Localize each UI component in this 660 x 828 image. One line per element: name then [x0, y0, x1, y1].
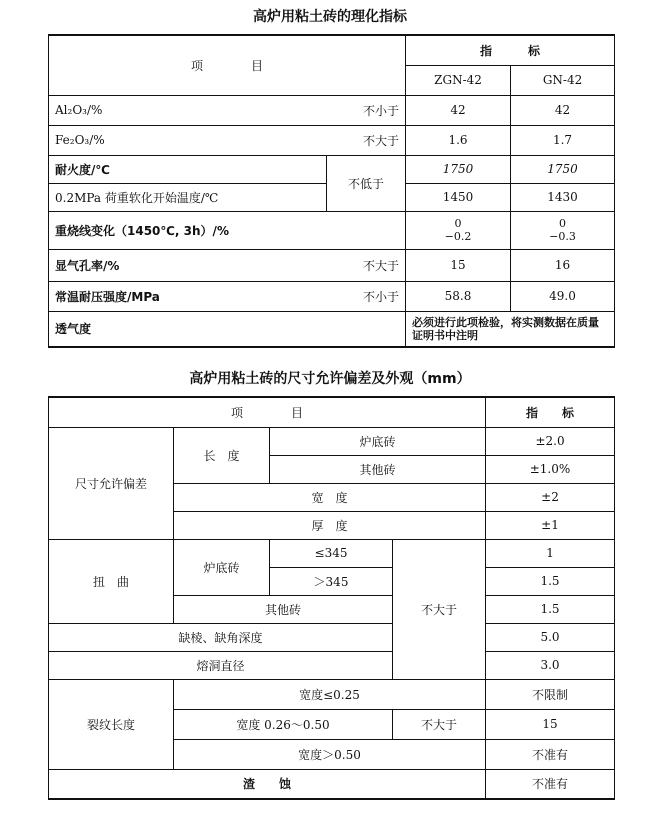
physicochemical-table [48, 34, 615, 348]
header-index: 指 标 [486, 397, 615, 427]
row-value [406, 211, 511, 249]
value-lower: −0.2 [444, 230, 472, 243]
row-condition: 不低于 [327, 155, 406, 211]
crack2-condition: 不大于 [393, 709, 486, 739]
crack1-label: 宽度≤0.25 [174, 679, 486, 709]
row-value: 42 [511, 95, 615, 125]
row-value: 15 [406, 249, 511, 281]
row-label: Fe₂O₃/% [49, 125, 327, 155]
slag-label: 渣 蚀 [49, 769, 486, 799]
row-value: ±2.0 [486, 427, 615, 455]
table1-title: 高炉用粘土砖的理化指标 [253, 9, 407, 25]
row-condition: 不小于 [327, 281, 406, 311]
table-row [49, 769, 615, 799]
table-row [49, 311, 615, 347]
table-row [49, 249, 615, 281]
row-value [511, 211, 615, 249]
row-value: 15 [486, 709, 615, 739]
row-value: 5.0 [486, 623, 615, 651]
row-label: 重烧线变化（1450℃, 3h）/% [49, 211, 406, 249]
row-label: 透气度 [49, 311, 406, 347]
row-value: ±2 [486, 483, 615, 511]
crack-group-label: 裂纹长度 [49, 679, 174, 769]
row-value: 16 [511, 249, 615, 281]
table-row [49, 651, 615, 679]
table-row [49, 623, 615, 651]
header-zgn42: ZGN-42 [406, 65, 511, 95]
row-value: ±1.0% [486, 455, 615, 483]
row-value: 1750 [406, 155, 511, 183]
thickness-label: 厚 度 [174, 511, 486, 539]
row-value: 1.5 [486, 595, 615, 623]
table-row [49, 679, 615, 709]
value-lower: −0.3 [549, 230, 576, 243]
row-value: 不准有 [486, 739, 615, 769]
dim-group-label: 尺寸允许偏差 [49, 427, 174, 539]
header-item: 项 目 [49, 397, 486, 427]
le345-label: ≤345 [270, 539, 393, 567]
row-value: 1.6 [406, 125, 511, 155]
row-note: 必须进行此项检验，将实测数据在质量证明书中注明 [406, 311, 615, 347]
row-label: Al₂O₃/% [49, 95, 327, 125]
row-value: 58.8 [406, 281, 511, 311]
edge-loss-label: 缺棱、缺角深度 [49, 623, 393, 651]
header-index: 指 标 [406, 35, 615, 65]
row-value: 不限制 [486, 679, 615, 709]
row-value: 不准有 [486, 769, 615, 799]
row-value: 42 [406, 95, 511, 125]
row-label: 0.2MPa 荷重软化开始温度/℃ [49, 183, 327, 211]
table-row [49, 281, 615, 311]
row-label: 显气孔率/% [49, 249, 327, 281]
row-label: 耐火度/℃ [49, 155, 327, 183]
warp-other-label: 其他砖 [174, 595, 393, 623]
row-value: 49.0 [511, 281, 615, 311]
warp-group-label: 扭 曲 [49, 539, 174, 623]
width-label: 宽 度 [174, 483, 486, 511]
dimension-tolerance-table [48, 396, 615, 800]
row-value: 1.5 [486, 567, 615, 595]
row-value: 1750 [511, 155, 615, 183]
value-upper: 0 [454, 217, 462, 230]
warp-hearth-label: 炉底砖 [174, 539, 270, 595]
row-label: 常温耐压强度/MPa [49, 281, 327, 311]
other-brick-label: 其他砖 [270, 455, 486, 483]
table-row [49, 211, 615, 249]
row-value: 3.0 [486, 651, 615, 679]
length-label: 长 度 [174, 427, 270, 483]
row-value: ±1 [486, 511, 615, 539]
row-condition: 不大于 [327, 249, 406, 281]
row-condition: 不大于 [327, 125, 406, 155]
crack3-label: 宽度＞0.50 [174, 739, 486, 769]
melt-hole-label: 熔洞直径 [49, 651, 393, 679]
gt345-label: ＞345 [270, 567, 393, 595]
table-row [49, 95, 615, 125]
row-value: 1450 [406, 183, 511, 211]
header-gn42: GN-42 [511, 65, 615, 95]
table-row [49, 539, 615, 567]
crack2-label: 宽度 0.26～0.50 [174, 709, 393, 739]
row-value: 1430 [511, 183, 615, 211]
row-value: 1.7 [511, 125, 615, 155]
row-value: 1 [486, 539, 615, 567]
header-item: 项 目 [49, 35, 406, 95]
table-row [49, 155, 615, 183]
not-exceed-label: 不大于 [393, 539, 486, 679]
value-upper: 0 [559, 217, 567, 230]
hearth-brick-label: 炉底砖 [270, 427, 486, 455]
row-condition: 不小于 [327, 95, 406, 125]
table-row [49, 125, 615, 155]
table2-title: 高炉用粘土砖的尺寸允许偏差及外观（mm） [189, 371, 471, 387]
table-row [49, 427, 615, 455]
